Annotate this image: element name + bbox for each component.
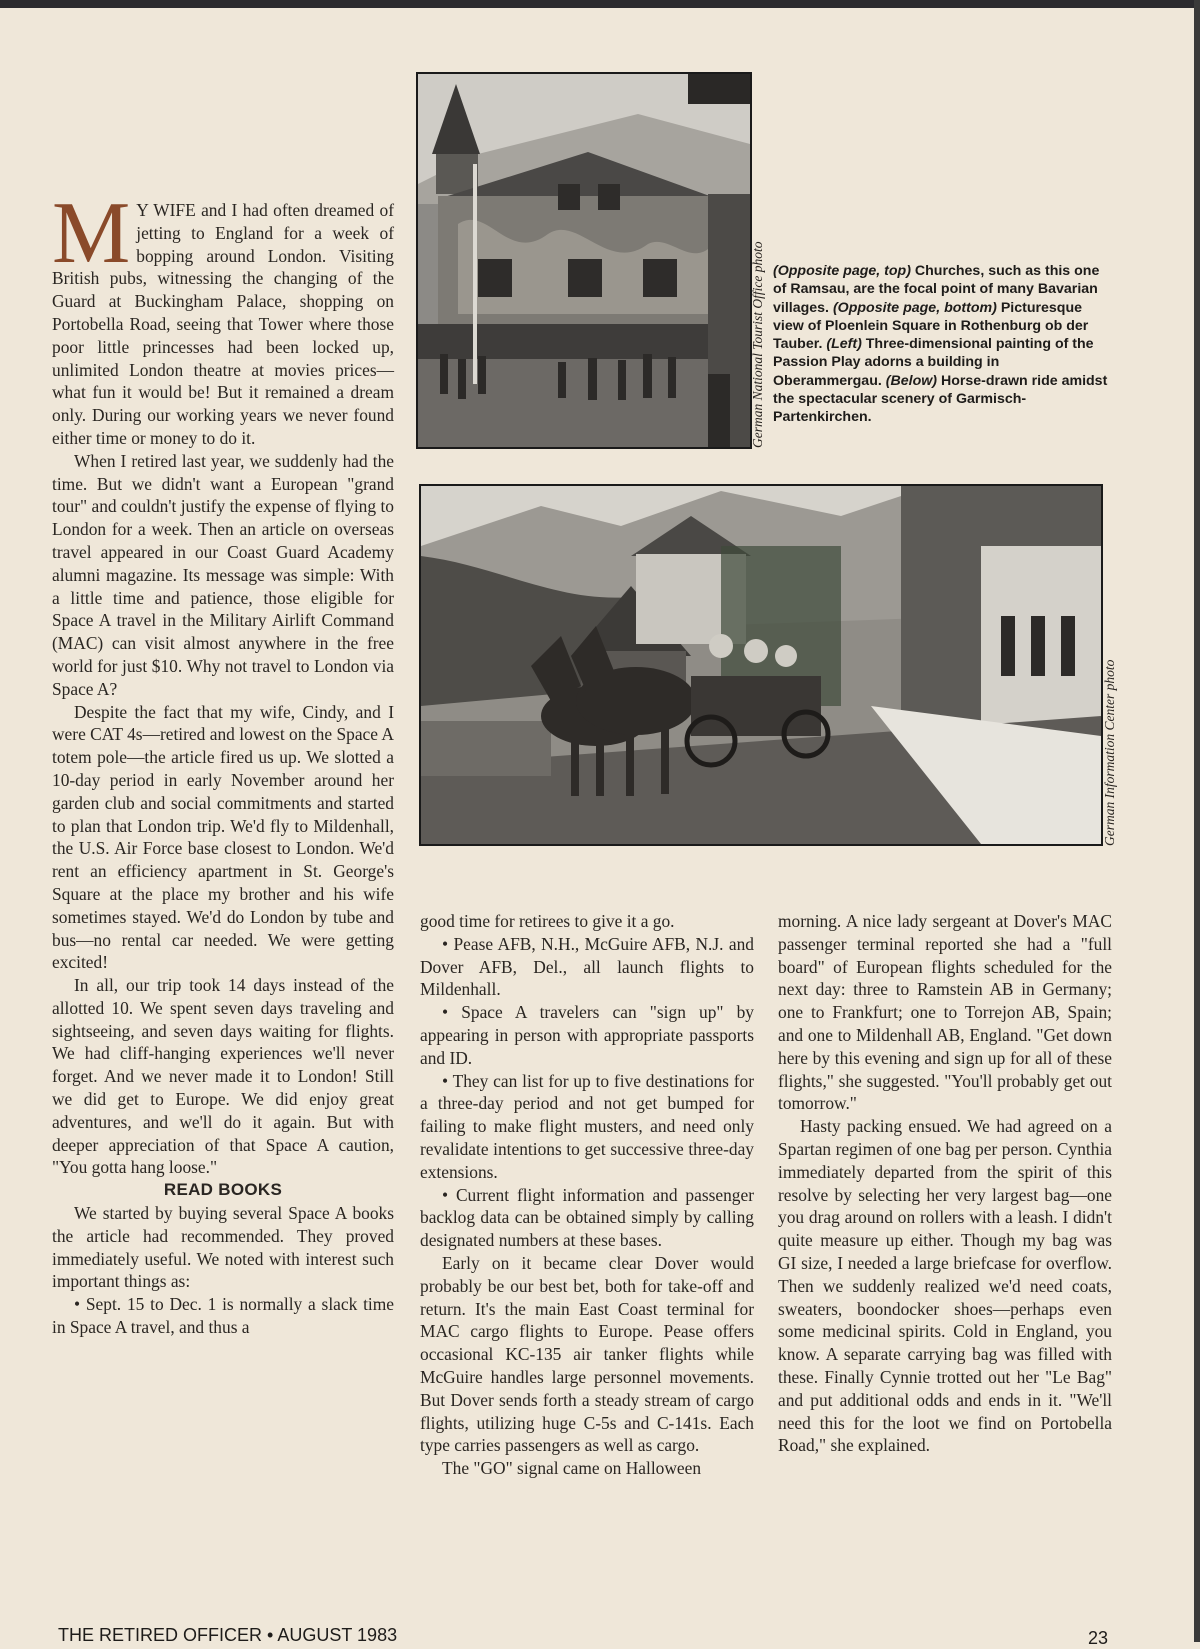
publication-name: THE RETIRED OFFICER bbox=[58, 1625, 263, 1645]
caption-label-4: (Below) bbox=[885, 372, 937, 389]
bullet-item-1: • Sept. 15 to Dec. 1 is normally a slack time in Space A travel, and thus a bbox=[52, 1294, 394, 1338]
drop-cap: M bbox=[52, 185, 131, 282]
article-paragraph-1-text: Y WIFE and I had often dreamed of jetting to England for a week of bopping around London. Visiting British pubs, witnessing the changing of the Guard at Buckingham Palace, shopping on Portobella Road, seeing that Tower where those poor little princesses had been locked up, unlimited London theatre at movies prices—what fun it would be! But it remained a dream only. During our working years we never found either time or money to do it. bbox=[52, 200, 394, 448]
article-paragraph-7-continued: morning. A nice lady sergeant at Dover's MAC passenger terminal reported she had a "full board" of European flights scheduled for the next day: three to Ramstein AB in Germany; one to Frankfurt; one to Torrejon AB, Spain; and one to Mildenhall AB, England. "Get down here by this evening and sign up for all of these flights," she suggested. "You'll probably get out tomorrow." bbox=[778, 911, 1112, 1114]
article-column-3 bbox=[778, 910, 1112, 1457]
caption-label-3: (Left) bbox=[826, 336, 862, 353]
caption-text-2: Picturesque view of Ploenlein Square in Rothenburg ob der Tauber. bbox=[773, 299, 1089, 353]
section-heading: READ BOOKS bbox=[163, 1180, 283, 1200]
right-border bbox=[1194, 0, 1200, 1642]
bullet-item-2: • Pease AFB, N.H., McGuire AFB, N.J. and Dover AFB, Del., all launch flights to Mildenhall. bbox=[420, 933, 754, 1000]
article-paragraph-3: Despite the fact that my wife, Cindy, and I were CAT 4s—retired and lowest on the Space A totem pole—the article fired us up. We slotted a 10-day period in early November around her garden club and social commitments and started to plan that London trip. We'd fly to Mildenhall, the U.S. Air Force base closest to London. We'd rent an efficiency apartment in St. George's Square at the place my brother and his wife sometimes stayed. We'd do London by tube and bus—no rental car needed. We were getting excited! bbox=[52, 701, 394, 973]
photo-oberammergau bbox=[416, 72, 752, 449]
page-number: 23 bbox=[1088, 1628, 1109, 1648]
bullet-item-4: • They can list for up to five destinations for a three-day period and not get bumped for failing to make flight musters, and need only revalidate intentions to get successive three-day extensions. bbox=[420, 1070, 754, 1182]
photo-credit-2: German Information Center photo bbox=[1102, 659, 1117, 846]
photo-caption bbox=[773, 262, 1111, 427]
article-paragraph-4: In all, our trip took 14 days instead of the allotted 10. We spent seven days traveling and sightseeing, and seven days waiting for flights. We had cliff-hanging experiences we'll never forget. And we never made it to London! Still we did get to Europe. We did enjoy great adventures, and we'll do it again. But with deeper appreciation of that Space A caution, "You gotta hang loose." bbox=[52, 975, 394, 1178]
caption-text-3: Three-dimensional painting of the Passion Play adorns a building in Oberammergau. bbox=[773, 336, 1094, 389]
bullet-item-3: • Space A travelers can "sign up" by appearing in person with appropriate passports and ID. bbox=[420, 1002, 754, 1068]
article-paragraph-7: The "GO" signal came on Halloween bbox=[442, 1458, 702, 1479]
caption-label-2: (Opposite page, bottom) bbox=[832, 299, 997, 316]
article-column-1 bbox=[52, 185, 394, 1339]
issue-date: AUGUST 1983 bbox=[277, 1625, 398, 1645]
photo-credit-1: German National Tourist Office photo bbox=[750, 241, 765, 448]
top-border bbox=[0, 0, 1200, 8]
article-paragraph-6: Early on it became clear Dover would probably be our best bet, both for take-off and return. It's the main East Coast terminal for MAC cargo flights to Europe. Pease offers occasional KC-135 air tanker flights while McGuire handles large personnel movements. But Dover sends forth a steady stream of cargo flights, utilizing huge C-5s and C-141s. Each type carries passengers as well as cargo. bbox=[420, 1252, 754, 1456]
bullet-item-5: • Current flight information and passenger backlog data can be obtained simply by calling designated numbers at these bases. bbox=[420, 1184, 754, 1251]
article-paragraph-5: We started by buying several Space A books the article had recommended. They proved immediately useful. We noted with interest such important things as: bbox=[52, 1203, 394, 1292]
oberammergau-image bbox=[418, 74, 750, 447]
caption-text-4: Horse-drawn ride amidst the spectacular scenery of Garmisch-Partenkirchen. bbox=[773, 372, 1108, 426]
caption-text-1: Churches, such as this one of Ramsau, are the focal point of many Bavarian villages. bbox=[773, 263, 1100, 316]
photo-garmisch bbox=[419, 484, 1103, 846]
bullet-item-1-continued: good time for retirees to give it a go. bbox=[420, 911, 675, 931]
garmisch-image bbox=[421, 486, 1101, 844]
article-paragraph-2: When I retired last year, we suddenly had the time. But we didn't want a European "grand tour" and couldn't justify the expense of flying to London for a week. Then an article on overseas travel appeared in our Coast Guard Academy alumni magazine. Its message was simple: With a little time and patience, those eligible for Space A travel in the Military Airlift Command (MAC) can visit almost anywhere in the free world for just $10. Why not travel to London via Space A? bbox=[52, 450, 394, 699]
article-paragraph-1 bbox=[52, 185, 394, 450]
caption-label-1: (Opposite page, top) bbox=[773, 263, 911, 279]
footer-separator: • bbox=[267, 1625, 274, 1645]
article-paragraph-8: Hasty packing ensued. We had agreed on a Spartan regimen of one bag per person. Cynthia immediately departed from the spirit of this resolve by selecting her very largest bag—one you drag around on rollers with a leash. I didn't quite measure up either. Though my bag was GI size, I needed a large briefcase for overflow. Then we suddenly realized we'd need coats, sweaters, boondocker shoes—perhaps even some medicinal spirits. Cold in England, you know. A separate carrying bag was filled with these. Finally Cynnie trotted out her "Le Bag" and put additional odds and ends in it. "We'll need this for the loot we find on Portobella Road," she explained. bbox=[778, 1116, 1112, 1456]
article-column-2 bbox=[420, 910, 754, 1480]
page-footer bbox=[58, 1625, 397, 1646]
